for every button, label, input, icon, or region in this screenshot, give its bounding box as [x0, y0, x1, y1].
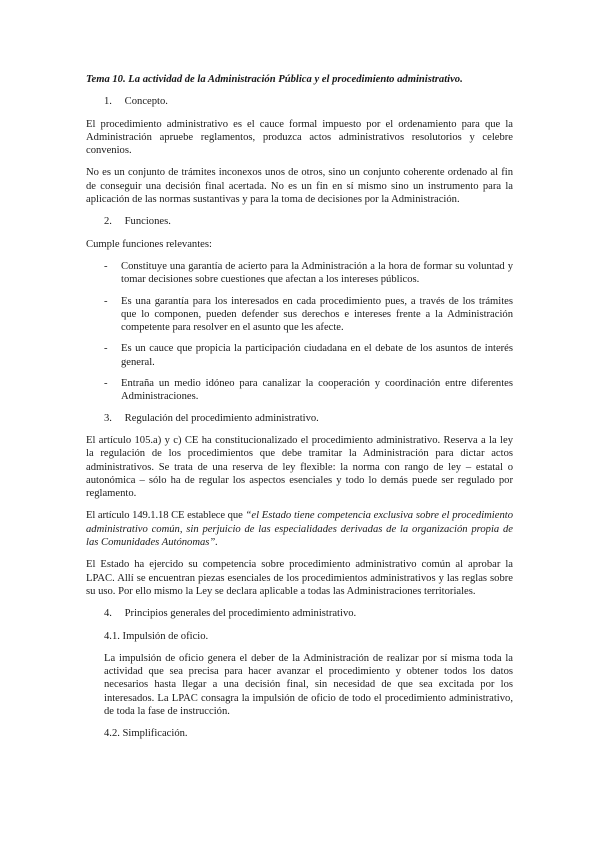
paragraph: El Estado ha ejercido su competencia sobre procedimiento administrativo común al aprobar la LPAC. Allí se encuentran piezas esenciales de los procedimientos administrativos y las reglas sobre su uso. Por ello mismo la Ley se declara aplicable a todas las Administraciones territoriales.: [86, 559, 513, 597]
paragraph-article-149: [86, 509, 513, 549]
list-item: [86, 295, 513, 335]
section-heading-text: Principios generales del procedimiento administrativo.: [124, 608, 357, 620]
paragraph: La impulsión de oficio genera el deber de la Administración de realizar por sí misma toda la actividad que sea precisa para hacer avanzar el procedimiento y obtener todos los datos necesarios hasta llegar a una decisión final, sin necesidad de que sea excitada por los interesados. La LPAC consagra la impulsión de oficio de todo el procedimiento administrativo, de toda la fase de instrucción.: [104, 652, 513, 717]
section-number: 1.: [104, 96, 112, 108]
list-item-text: Es un cauce que propicia la participación ciudadana en el debate de los asuntos de interés general.: [121, 343, 513, 368]
paragraph: Cumple funciones relevantes:: [86, 238, 212, 250]
list-item-text: Es una garantía para los interesados en cada procedimiento pues, a través de los trámites que lo componen, pueden defender sus derechos e intereses frente a la Administración competente para resolver en el asunto que les afecte.: [121, 295, 513, 334]
list-item: [86, 377, 513, 404]
dash-bullet: -: [104, 295, 108, 307]
article-quote: “el Estado tiene competencia exclusiva sobre el procedimiento administrativo común, sin perjuicio de las especialidades derivadas de la organización propia de las Comunidades Autónomas”.: [86, 510, 513, 549]
dash-bullet: -: [104, 260, 108, 272]
subsection-heading-simplificacion: 4.2. Simplificación.: [104, 728, 188, 740]
section-heading-text: Concepto.: [124, 96, 168, 108]
section-number: 3.: [104, 412, 112, 424]
section-heading-text: Funciones.: [124, 216, 171, 228]
paragraph: El artículo 105.a) y c) CE ha constitucionalizado el procedimiento administrativo. Reserva a la ley la regulación de los procedimientos que debe tramitar la Administración para dictar actos administrativos. Se trata de una reserva de ley flexible: la norma con rango de ley – estatal o autonómica – sólo ha de regular los aspectos esenciales y todo lo demás puede ser regulado por reglamento.: [86, 434, 513, 500]
paragraph: No es un conjunto de trámites inconexos unos de otros, sino un conjunto coherente ordenado al fin de conseguir una decisión final acertada. No es un fin en sí mismo sino un instrumento para la aplicación de las normas sustantivas y para la toma de decisiones por la Administración.: [86, 167, 513, 206]
list-item-text: Constituye una garantía de acierto para la Administración a la hora de formar su voluntad y tomar decisiones sobre cuestiones que afectan a los intereses públicos.: [121, 260, 513, 286]
section-heading-funciones: [86, 215, 513, 228]
article-lead-text: El artículo 149.1.18 CE establece que: [86, 510, 243, 522]
list-item-text: Entraña un medio idóneo para canalizar la cooperación y coordinación entre diferentes Administraciones.: [121, 378, 513, 403]
section-number: 4.: [104, 608, 112, 620]
document-title: Tema 10. La actividad de la Administración Pública y el procedimiento administrativo.: [86, 74, 463, 85]
section-heading-text: Regulación del procedimiento administrativo.: [124, 412, 319, 424]
list-item: [86, 342, 513, 369]
dash-bullet: -: [104, 378, 108, 390]
section-heading-principios: [86, 607, 513, 620]
list-item: [86, 260, 513, 287]
section-number: 2.: [104, 216, 112, 228]
section-heading-regulacion: [86, 412, 513, 425]
subsection-heading-impulsion: 4.1. Impulsión de oficio.: [104, 630, 209, 642]
dash-bullet: -: [104, 343, 108, 355]
section-heading-concepto: [86, 95, 513, 108]
paragraph: El procedimiento administrativo es el cauce formal impuesto por el ordenamiento para que la Administración apruebe reglamentos, produzca actos administrativos resolutorios y celebre convenios.: [86, 118, 513, 157]
